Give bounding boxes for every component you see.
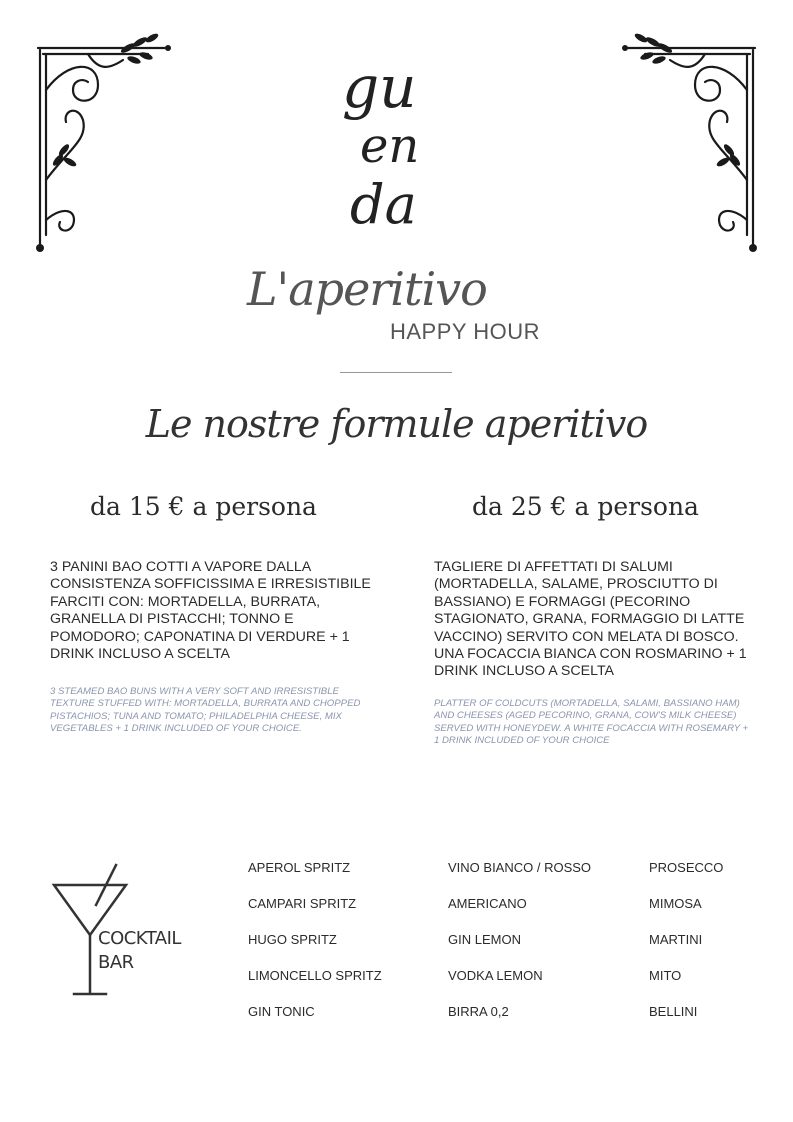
drink-item: AMERICANO bbox=[448, 896, 527, 911]
drinks-column-3 bbox=[649, 860, 723, 1040]
formule-title: Le nostre formule aperitivo bbox=[145, 402, 648, 446]
drink-item: MIMOSA bbox=[649, 896, 702, 911]
happy-hour-label: HAPPY HOUR bbox=[390, 319, 541, 344]
formula-2-description-en: PLATTER OF COLDCUTS (MORTADELLA, SALAMI, BASSIANO HAM) AND CHEESES (AGED PECORINO, GRANA, COW'S MILK CHEESE) SERVED WITH HONEYDEW. A WHITE FOCACCIA WITH ROSEMARY + 1 DRINK INCLUDED OF YOUR CHOICE bbox=[434, 698, 749, 747]
formula-1-description-it: 3 PANINI BAO COTTI A VAPORE DALLA CONSISTENZA SOFFICISSIMA E IRRESISTIBILE FARCITI CON: MORTADELLA, BURRATA, GRANELLA DI PISTACCHI; TONNO E POMODORO; CAPONATINA DI VERDURE + 1 DRINK INCLUSO A SCELTA bbox=[50, 559, 371, 663]
logo-letters-2: en bbox=[360, 118, 420, 174]
drink-item: PROSECCO bbox=[649, 860, 724, 875]
drinks-column-2 bbox=[448, 860, 591, 1040]
logo bbox=[330, 50, 460, 240]
drink-item: CAMPARI SPRITZ bbox=[248, 896, 357, 911]
drink-item: GIN LEMON bbox=[448, 932, 521, 947]
drink-item: HUGO SPRITZ bbox=[248, 932, 337, 947]
drink-item: BIRRA 0,2 bbox=[448, 1004, 509, 1019]
formula-1-description-en: 3 STEAMED BAO BUNS WITH A VERY SOFT AND IRRESISTIBLE TEXTURE STUFFED WITH: MORTADELLA, BURRATA AND CHOPPED PISTACHIOS; TUNA AND TOMATO; PHILADELPHIA CHEESE, MIX VEGETABLES + 1 DRINK INCLUDED OF YOUR CHOICE. bbox=[50, 686, 361, 735]
aperitivo-header bbox=[235, 262, 565, 357]
cocktail-label-line1: COCKTAIL bbox=[98, 928, 181, 949]
drink-item: APEROL SPRITZ bbox=[248, 860, 351, 875]
divider bbox=[340, 372, 452, 373]
formula-2-price: da 25 € a persona bbox=[472, 492, 699, 521]
drink-item: MITO bbox=[649, 968, 682, 983]
drink-item: MARTINI bbox=[649, 932, 703, 947]
logo-letters-1: gu bbox=[342, 53, 417, 121]
formula-1-price: da 15 € a persona bbox=[90, 492, 317, 521]
drink-item: LIMONCELLO SPRITZ bbox=[248, 968, 382, 983]
drinks-column-1 bbox=[248, 860, 382, 1040]
corner-ornament-left-icon bbox=[28, 30, 178, 260]
cocktail-bar-logo bbox=[48, 860, 208, 1000]
drink-item: VODKA LEMON bbox=[448, 968, 543, 983]
corner-ornament-right-icon bbox=[615, 30, 765, 260]
drink-item: BELLINI bbox=[649, 1004, 698, 1019]
formula-2-description-it: TAGLIERE DI AFFETTATI DI SALUMI (MORTADELLA, SALAME, PROSCIUTTO DI BASSIANO) E FORMAGGI (PECORINO STAGIONATO, GRANA, FORMAGGIO DI LATTE VACCINO) SERVITO CON MELATA DI BOSCO. UNA FOCACCIA BIANCA CON ROSMARINO + 1 DRINK INCLUSO A SCELTA bbox=[434, 559, 747, 680]
logo-letters-3: da bbox=[350, 173, 417, 236]
drink-item: GIN TONIC bbox=[248, 1004, 315, 1019]
cocktail-label-line2: BAR bbox=[98, 952, 134, 973]
aperitivo-script: L'aperitivo bbox=[247, 262, 487, 316]
drink-item: VINO BIANCO / ROSSO bbox=[448, 860, 592, 875]
